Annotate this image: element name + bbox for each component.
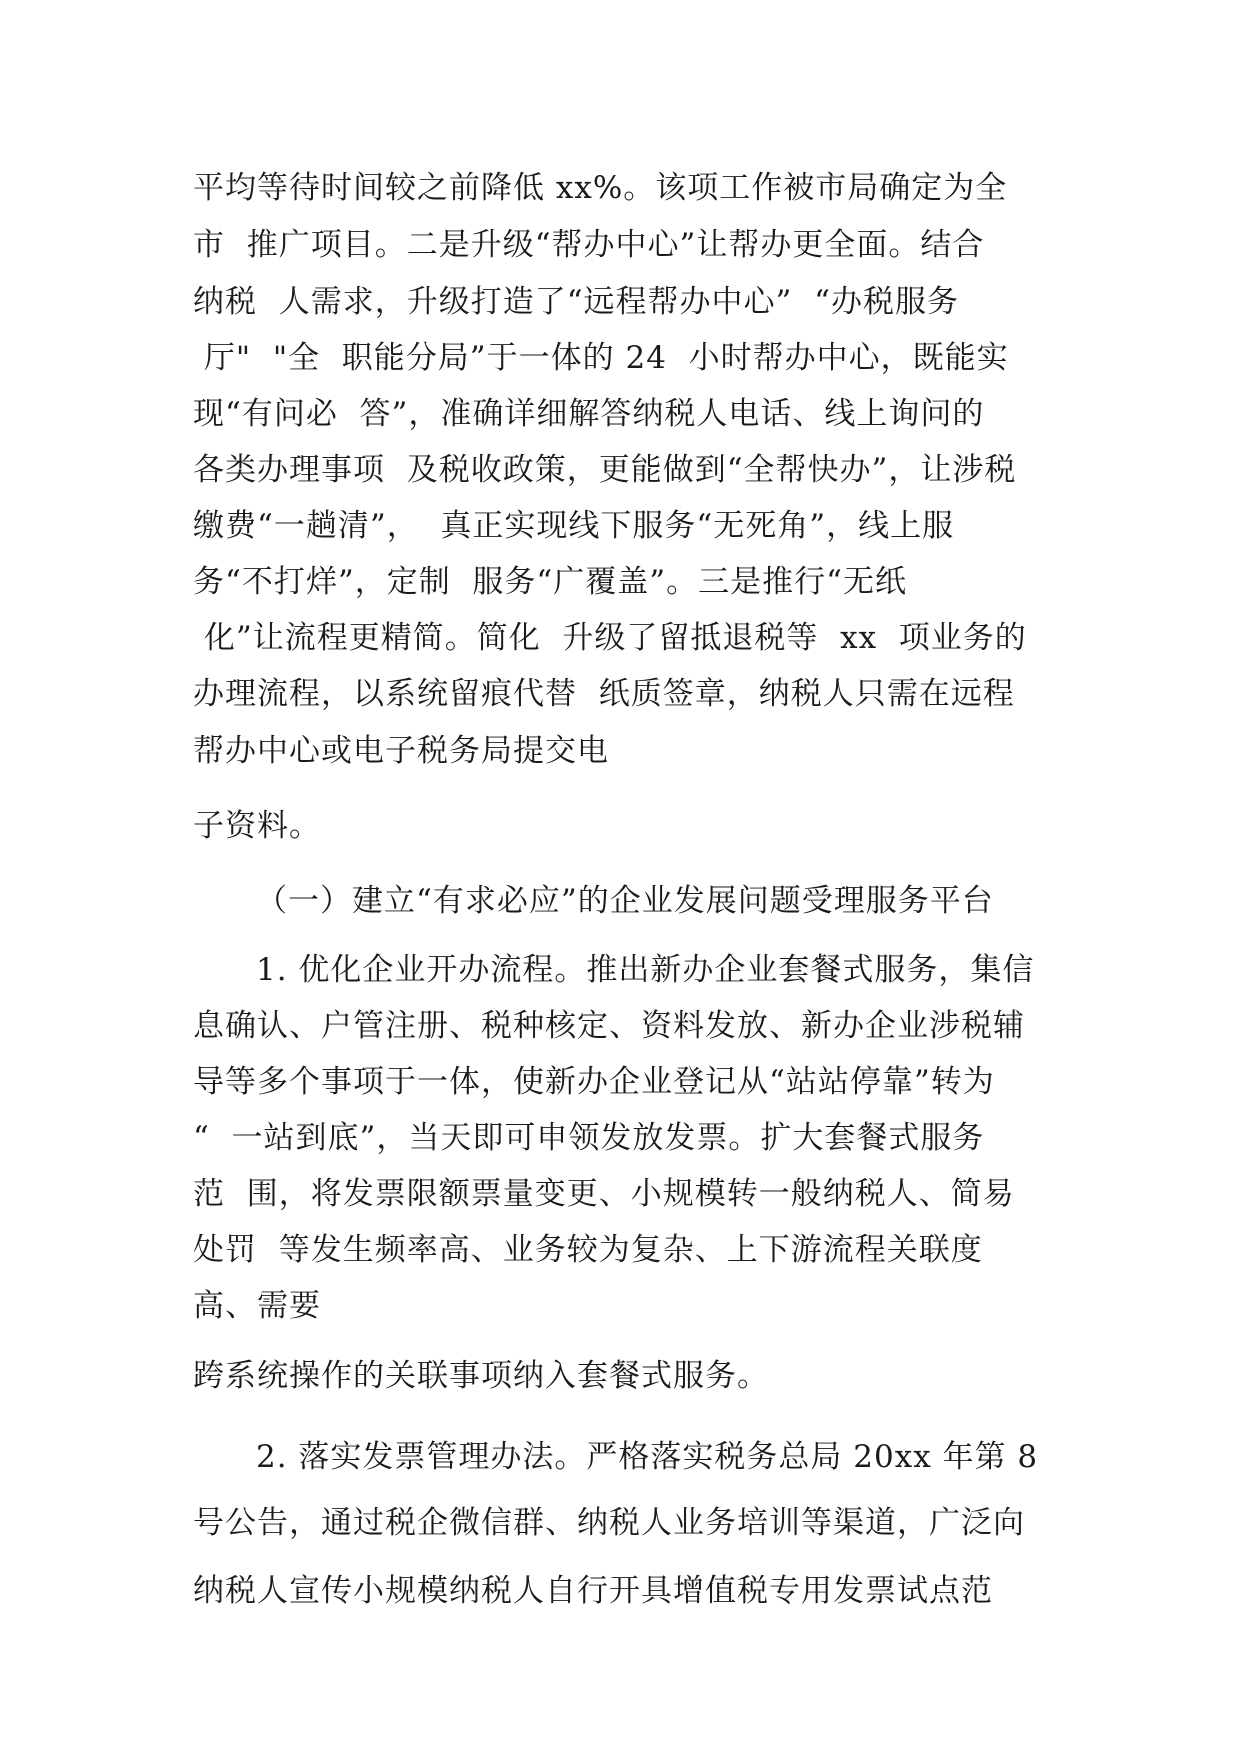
paragraph-line: 市 推广项目。二是升级“帮办中心”让帮办更全面。结合 <box>193 227 985 263</box>
paragraph-line: 平均等待时间较之前降低 xx%。该项工作被市局确定为全 <box>193 170 1008 206</box>
paragraph-line: 高、需要 <box>193 1288 321 1324</box>
paragraph-line: 各类办理事项 及税收政策，更能做到“全帮快办”，让涉税 <box>193 452 1017 488</box>
paragraph-line: 缴费“一趟清”， 真正实现线下服务“无死角”，线上服 <box>193 508 955 544</box>
paragraph-line: 号公告，通过税企微信群、纳税人业务培训等渠道，广泛向 <box>193 1505 1025 1541</box>
paragraph-line: 跨系统操作的关联事项纳入套餐式服务。 <box>193 1358 769 1394</box>
paragraph-line: 纳税 人需求，升级打造了“远程帮办中心” “办税服务 <box>193 284 959 320</box>
paragraph-line: 帮办中心或电子税务局提交电 <box>193 733 609 769</box>
paragraph-line: 处罚 等发生频率高、业务较为复杂、上下游流程关联度 <box>193 1232 983 1268</box>
paragraph-line: 纳税人宣传小规模纳税人自行开具增值税专用发票试点范 <box>193 1573 993 1609</box>
paragraph-line: 化”让流程更精简。简化 升级了留抵退税等 xx 项业务的 <box>193 620 1027 656</box>
paragraph-line: 办理流程，以系统留痕代替 纸质签章，纳税人只需在远程 <box>193 676 1015 712</box>
paragraph-line: 导等多个事项于一体，使新办企业登记从“站站停靠”转为 <box>193 1064 995 1100</box>
paragraph-line: 息确认、户管注册、税种核定、资料发放、新办企业涉税辅 <box>193 1008 1025 1044</box>
paragraph-line: 厅" "全 职能分局”于一体的 24 小时帮办中心，既能实 <box>193 340 1009 376</box>
paragraph-line: 2. 落实发票管理办法。严格落实税务总局 20xx 年第 8 <box>256 1439 1039 1475</box>
paragraph-line: 范 围，将发票限额票量变更、小规模转一般纳税人、简易 <box>193 1176 1015 1212</box>
paragraph-line: 子资料。 <box>193 808 321 844</box>
paragraph-line: 务“不打烊”，定制 服务“广覆盖”。三是推行“无纸 <box>193 564 907 600</box>
paragraph-line: 1. 优化企业开办流程。推出新办企业套餐式服务，集信 <box>256 952 1035 988</box>
paragraph-line: 现“有问必 答”，准确详细解答纳税人电话、线上询问的 <box>193 396 985 432</box>
paragraph-line: “ 一站到底”，当天即可申领发放发票。扩大套餐式服务 <box>193 1120 985 1156</box>
section-heading: （一）建立“有求必应”的企业发展问题受理服务平台 <box>256 883 994 919</box>
